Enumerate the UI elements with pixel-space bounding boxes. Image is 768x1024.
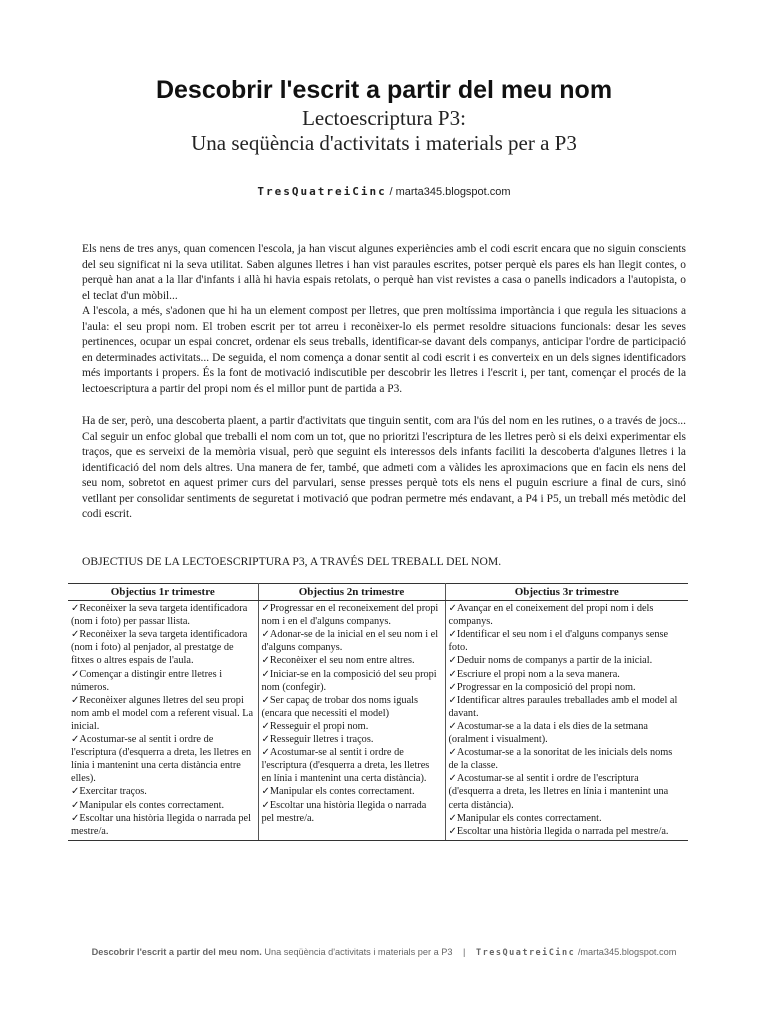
objective-item: ✓ Manipular els contes correctament. — [449, 812, 685, 825]
objective-item: ✓ Reconèixer el seu nom entre altres. — [262, 654, 441, 667]
objective-item: ✓ Resseguir el propi nom. — [262, 720, 441, 733]
objective-item: ✓ Progressar en el reconeixement del propi nom i en el d'alguns companys. — [262, 602, 441, 628]
header-term-3: Objectius 3r trimestre — [445, 584, 688, 601]
objective-item: ✓ Acostumar-se al sentit i ordre de l'escriptura (d'esquerra a dreta, les lletres en línia i mantenint una certa distància entre elles). — [71, 733, 254, 785]
objectives-table — [68, 583, 688, 841]
author-line — [0, 184, 768, 200]
objective-item: ✓ Reconèixer la seva targeta identificadora (nom i foto) per passar llista. — [71, 602, 254, 628]
header-term-1: Objectius 1r trimestre — [68, 584, 258, 601]
author-brand: TresQuatreiCinc — [257, 185, 387, 198]
objective-item: ✓ Acostumar-se al sentit i ordre de l'escriptura (d'esquerra a dreta, les lletres en línia i mantenint una certa distància). — [262, 746, 441, 785]
objective-item: ✓ Reconèixer la seva targeta identificadora (nom i foto) al penjador, al prestatge de fitxes o altres espais de l'aula. — [71, 628, 254, 667]
objective-item: ✓ Escoltar una història llegida o narrada pel mestre/a. — [262, 799, 441, 825]
header-term-2: Objectius 2n trimestre — [258, 584, 445, 601]
objective-item: ✓ Manipular els contes correctament. — [71, 799, 254, 812]
term-3-objectives — [445, 601, 688, 841]
footer-blog: /marta345.blogspot.com — [577, 947, 677, 957]
intro-paragraph-part-2: A l'escola, a més, s'adonen que hi ha un element compost per lletres, que pren moltíssima importància i que regula les situacions a l'aula: el seu propi nom. El troben escrit per tot arreu i reconèixer-lo els permet resoldre situacions funcionals: desar les seves pertinences, ocupar un espai concret, ordenar els seus treballs, identificar-se davant dels companys, anticipar l'ordre de participació en determinades activitats... De seguida, el nom comença a donar sentit al codi escrit i es converteix en un dels signes identificadors més importants i propers. És la font de motivació indiscutible per descobrir les lletres i l'escrit i, per tant, començar el procés de la lectoescriptura a partir del propi nom és el millor punt de partida a P3. — [82, 305, 686, 395]
objective-item: ✓ Escoltar una història llegida o narrada pel mestre/a. — [449, 825, 685, 838]
document-subtitle-2: Una seqüència d'activitats i materials per a P3 — [191, 131, 577, 155]
objective-item: ✓ Progressar en la composició del propi nom. — [449, 681, 685, 694]
intro-paragraph — [82, 242, 686, 397]
footer-brand: TresQuatreiCinc — [476, 948, 576, 958]
objective-item: ✓ Avançar en el coneixement del propi nom i dels companys. — [449, 602, 685, 628]
objective-item: ✓ Manipular els contes correctament. — [262, 785, 441, 798]
objective-item: ✓ Adonar-se de la inicial en el seu nom i el d'alguns companys. — [262, 628, 441, 654]
objective-item: ✓ Identificar el seu nom i el d'alguns companys sense foto. — [449, 628, 685, 654]
objective-item: ✓ Iniciar-se en la composició del seu propi nom (confegir). — [262, 668, 441, 694]
intro-paragraph-part-1: Els nens de tres anys, quan comencen l'escola, ja han viscut algunes experiències amb el codi escrit encara que no siguin conscients del seu significat ni la seva utilitat. Saben algunes lletres i han vist paraules escrites, potser perquè els pares els han llegit contes, o perquè han anat a la llar d'infants i allà hi havia espais retolats, o perquè han vist revistes a casa o panells indicadors a l'autopista, o el teclat d'un mòbil... — [82, 243, 686, 302]
objective-item: ✓ Deduir noms de companys a partir de la inicial. — [449, 654, 685, 667]
objective-item: ✓ Identificar altres paraules treballades amb el model al davant. — [449, 694, 685, 720]
term-2-objectives — [258, 601, 445, 841]
page-footer — [0, 946, 768, 959]
objective-item: ✓ Exercitar traços. — [71, 785, 254, 798]
document-subtitle-1: Lectoescriptura P3: — [302, 106, 466, 130]
objective-item: ✓ Escriure el propi nom a la seva manera. — [449, 668, 685, 681]
footer-separator: | — [463, 947, 466, 957]
document-title: Descobrir l'escrit a partir del meu nom — [155, 76, 613, 104]
objective-item: ✓ Acostumar-se a la sonoritat de les inicials dels noms de la classe. — [449, 746, 685, 772]
term-1-objectives — [68, 601, 258, 841]
footer-title: Descobrir l'escrit a partir del meu nom. — [91, 947, 262, 957]
method-paragraph: Ha de ser, però, una descoberta plaent, a partir d'activitats que tinguin sentit, com ara l'ús del nom en les rutines, o a través de jocs... Cal seguir un enfoc global que treballi el nom com un tot, que no prioritzi l'escriptura de les lletres però si els deixi experimentar els traços, que es serveixi de la memòria visual, però que seguint els interessos dels infants faciliti la descoberta d'algunes lletres i la identificació del nom dels altres. Una manera de fer, també, que admeti com a vàlides les aproximacions que en facin els nens del seu nom, sobretot en aquest primer curs del parvulari, sense presses perquè tots els nens el puguin escriure a final de curs, sinó vetllant per consolidar sentiments de seguretat i motivació que podran permetre més endavant, a P4 i P5, un treball més metòdic del codi escrit. — [82, 415, 686, 520]
objectives-table-header-row — [68, 584, 688, 601]
objective-item: ✓ Acostumar-se a la data i els dies de la setmana (oralment i visualment). — [449, 720, 685, 746]
objectives-heading: OBJECTIUS DE LA LECTOESCRIPTURA P3, A TRAVÉS DEL TREBALL DEL NOM. — [82, 555, 502, 568]
objective-item: ✓ Acostumar-se al sentit i ordre de l'escriptura (d'esquerra a dreta, les lletres en línia i mantenint una certa distància). — [449, 772, 685, 811]
footer-subtitle: Una seqüència d'activitats i materials per a P3 — [264, 947, 453, 957]
objective-item: ✓ Reconèixer algunes lletres del seu propi nom amb el model com a referent visual. La inicial. — [71, 694, 254, 733]
objectives-table-row — [68, 601, 688, 841]
author-blog: / marta345.blogspot.com — [389, 186, 511, 198]
objective-item: ✓ Ser capaç de trobar dos noms iguals (encara que necessiti el model) — [262, 694, 441, 720]
objective-item: ✓ Escoltar una història llegida o narrada pel mestre/a. — [71, 812, 254, 838]
objective-item: ✓ Començar a distingir entre lletres i números. — [71, 668, 254, 694]
objective-item: ✓ Resseguir lletres i traços. — [262, 733, 441, 746]
